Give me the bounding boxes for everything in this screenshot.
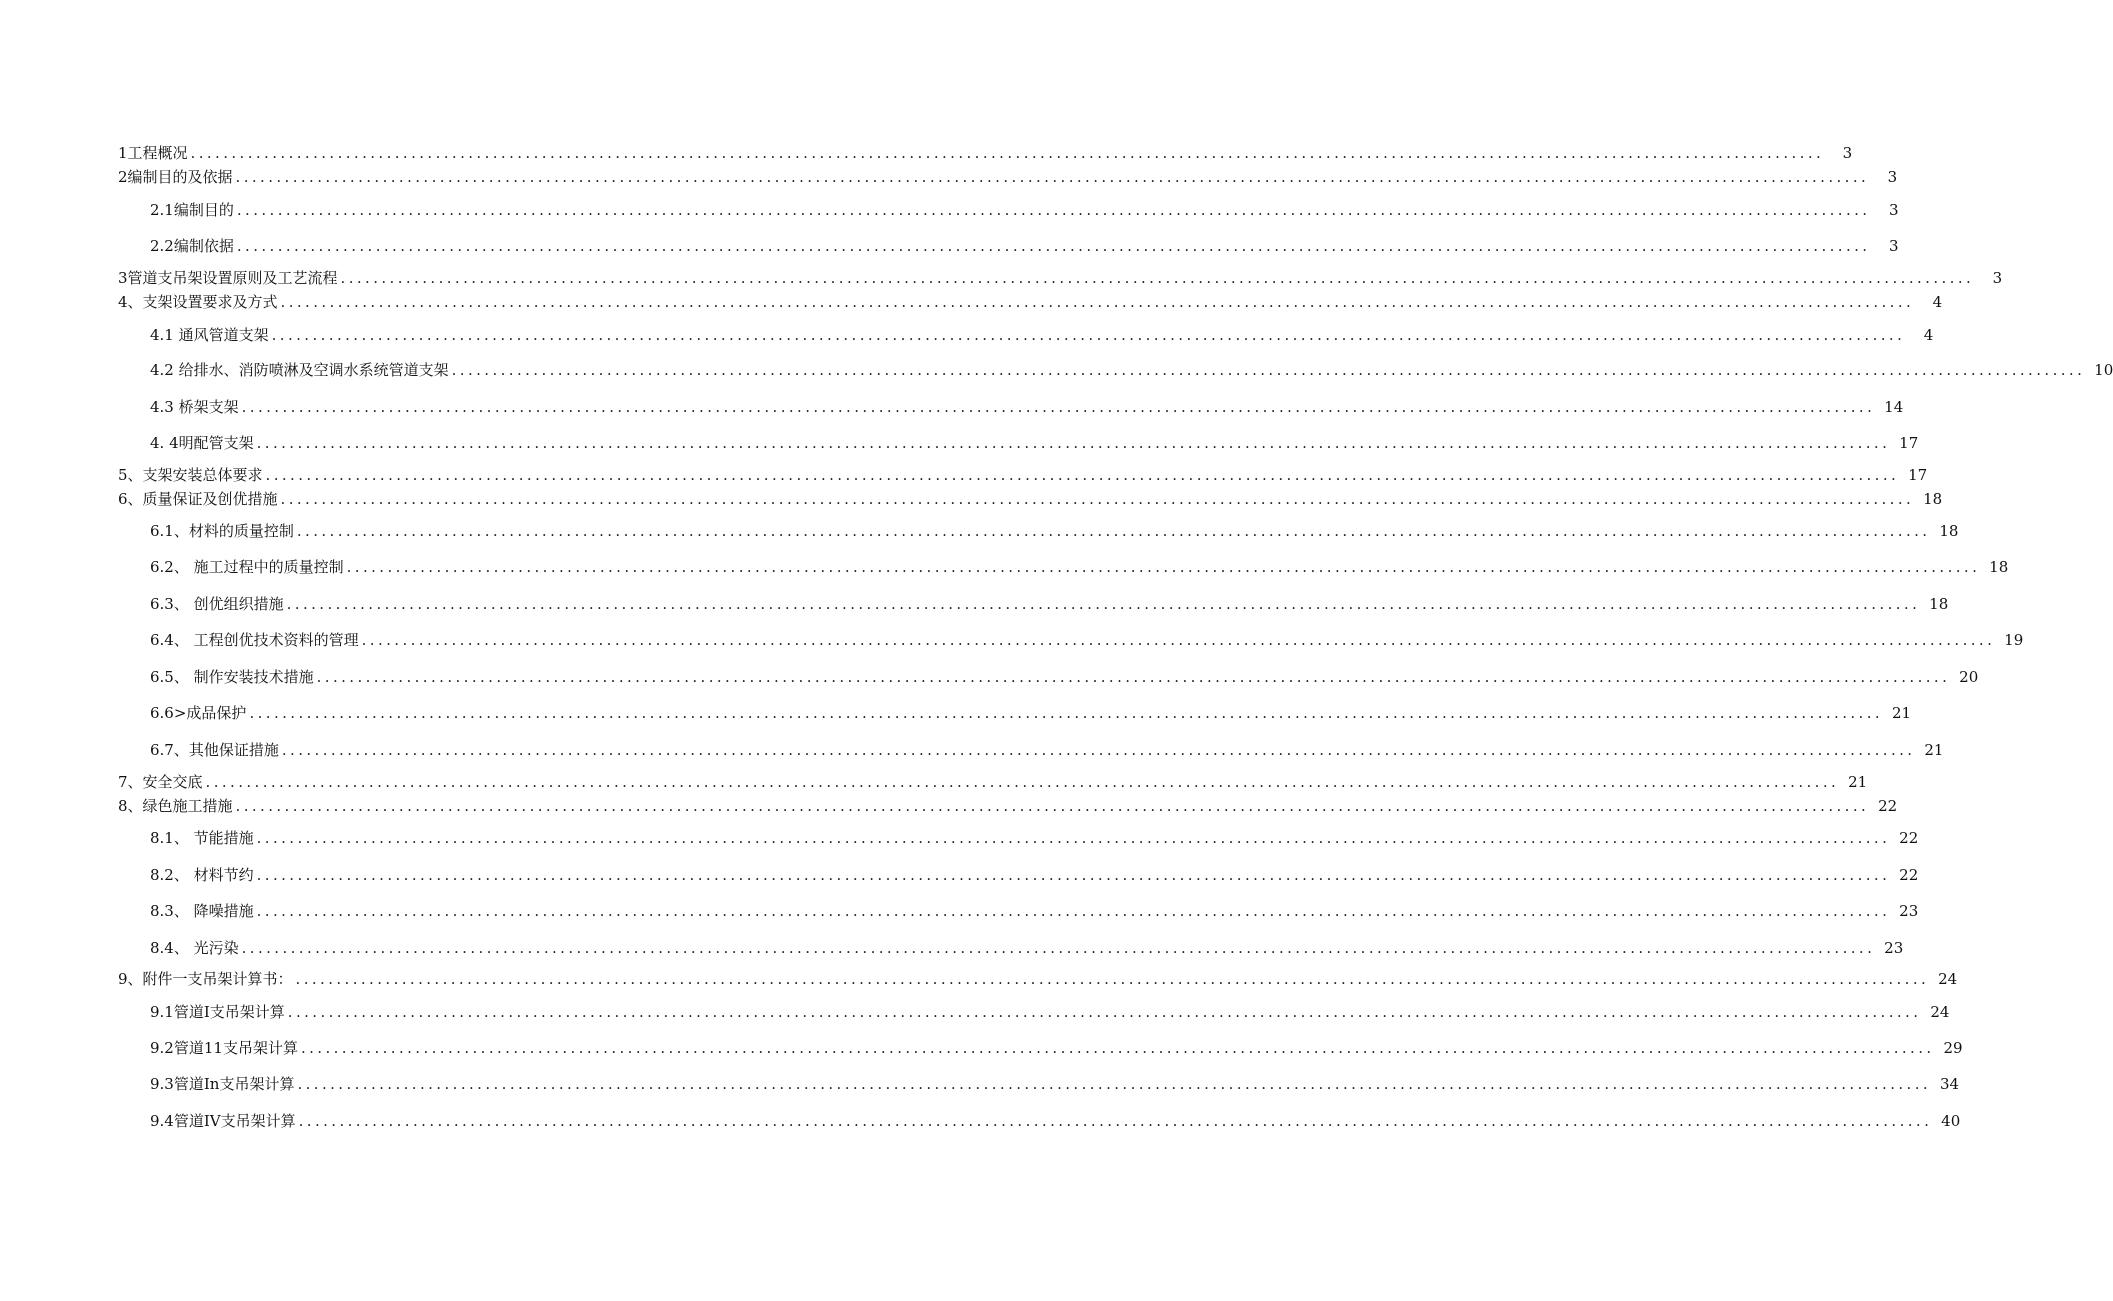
toc-entry-page: 18 — [1929, 595, 1949, 613]
toc-entry[interactable] — [150, 860, 1919, 884]
toc-entry-page: 4 — [1932, 293, 1943, 311]
toc-dot-leader: ........................................................................................................................................................................................................ — [296, 522, 1931, 540]
toc-entry[interactable] — [118, 460, 1928, 484]
toc-dot-leader: ........................................................................................................................................................................................................ — [340, 269, 1975, 287]
toc-dot-leader: ........................................................................................................................................................................................................ — [286, 595, 1921, 613]
toc-dot-leader: ........................................................................................................................................................................................................ — [235, 797, 1870, 815]
toc-entry[interactable] — [150, 625, 2024, 649]
toc-entry[interactable] — [150, 735, 1944, 759]
toc-entry-page: 34 — [1939, 1075, 1960, 1093]
toc-dot-leader: ........................................................................................................................................................................................................ — [280, 293, 1915, 311]
toc-entry-title: 8.2、 材料节约 — [150, 866, 254, 884]
toc-entry[interactable] — [150, 552, 2009, 576]
toc-entry[interactable] — [118, 484, 1943, 508]
toc-entry-title: 6.7、其他保证措施 — [150, 741, 279, 759]
toc-entry[interactable] — [118, 138, 1853, 162]
toc-dot-leader: ........................................................................................................................................................................................................ — [236, 237, 1871, 255]
toc-entry-title: 6、质量保证及创优措施 — [118, 490, 278, 508]
toc-entry-page: 24 — [1930, 1003, 1950, 1021]
toc-entry-title: 9.3管道In支吊架计算 — [150, 1075, 295, 1093]
toc-entry-title: 6.5、 制作安装技术措施 — [150, 668, 314, 686]
toc-entry-title: 4、支架设置要求及方式 — [118, 293, 278, 311]
toc-entry-title: 4.2 给排水、消防喷淋及空调水系统管道支架 — [150, 361, 449, 379]
toc-entry-title: 9.4管道IV支吊架计算 — [150, 1112, 296, 1130]
toc-entry-page: 4 — [1923, 326, 1934, 344]
toc-entry[interactable] — [150, 355, 2113, 379]
toc-entry-page: 21 — [1848, 773, 1868, 791]
toc-dot-leader: ........................................................................................................................................................................................................ — [256, 434, 1891, 452]
toc-dot-leader: ........................................................................................................................................................................................................ — [256, 902, 1891, 920]
toc-dot-leader: ........................................................................................................................................................................................................ — [265, 466, 1900, 484]
toc-entry-title: 8.4、 光污染 — [150, 939, 239, 957]
toc-entry-page: 17 — [1908, 466, 1928, 484]
toc-entry-page: 21 — [1891, 704, 1912, 722]
toc-entry[interactable] — [150, 516, 1959, 540]
toc-dot-leader: ........................................................................................................................................................................................................ — [205, 773, 1840, 791]
toc-entry-title: 9.2管道11支吊架计算 — [150, 1039, 298, 1057]
toc-entry-title: 8.3、 降噪措施 — [150, 902, 254, 920]
toc-dot-leader: ........................................................................................................................................................................................................ — [190, 144, 1825, 162]
toc-entry-page: 3 — [1887, 168, 1898, 186]
toc-entry-page: 3 — [1888, 237, 1899, 255]
toc-entry-page: 14 — [1884, 398, 1904, 416]
toc-entry[interactable] — [150, 320, 1934, 344]
toc-entry[interactable] — [118, 767, 1868, 791]
toc-dot-leader: ........................................................................................................................................................................................................ — [316, 668, 1951, 686]
toc-entry-page: 18 — [1939, 522, 1959, 540]
toc-entry[interactable] — [118, 263, 2003, 287]
toc-entry-title: 1工程概况 — [118, 144, 188, 162]
toc-dot-leader: ........................................................................................................................................................................................................ — [346, 558, 1981, 576]
toc-entry-page: 19 — [2004, 631, 2024, 649]
toc-entry[interactable] — [118, 287, 1943, 311]
toc-entry-page: 18 — [1923, 490, 1943, 508]
toc-entry-title: 3管道支吊架设置原则及工艺流程 — [118, 269, 338, 287]
toc-dot-leader: ........................................................................................................................................................................................................ — [280, 490, 1915, 508]
toc-entry-title: 6.2、 施工过程中的质量控制 — [150, 558, 344, 576]
toc-dot-leader: ........................................................................................................................................................................................................ — [295, 970, 1930, 988]
toc-entry-page: 23 — [1884, 939, 1904, 957]
toc-entry-title: 6.3、 创优组织措施 — [150, 595, 284, 613]
toc-dot-leader: ........................................................................................................................................................................................................ — [298, 1112, 1933, 1130]
toc-entry-page: 22 — [1899, 866, 1919, 884]
toc-entry[interactable] — [150, 997, 1950, 1021]
toc-entry-page: 23 — [1899, 902, 1919, 920]
toc-dot-leader: ........................................................................................................................................................................................................ — [287, 1003, 1922, 1021]
toc-entry[interactable] — [118, 791, 1898, 815]
toc-dot-leader: ........................................................................................................................................................................................................ — [249, 704, 1884, 722]
toc-entry-title: 9、附件一支吊架计算书： — [118, 970, 293, 988]
toc-entry-title: 2编制目的及依据 — [118, 168, 233, 186]
toc-entry-title: 4.1 通风管道支架 — [150, 326, 269, 344]
toc-entry[interactable] — [150, 428, 1919, 452]
toc-entry-title: 8、绿色施工措施 — [118, 797, 233, 815]
toc-entry[interactable] — [150, 662, 1979, 686]
toc-entry[interactable] — [150, 589, 1949, 613]
toc-entry-page: 3 — [1842, 144, 1853, 162]
toc-dot-leader: ........................................................................................................................................................................................................ — [271, 326, 1906, 344]
toc-entry[interactable] — [150, 1033, 1963, 1057]
toc-entry-page: 17 — [1899, 434, 1919, 452]
toc-entry[interactable] — [150, 1069, 1960, 1093]
toc-entry[interactable] — [150, 823, 1919, 847]
toc-dot-leader: ........................................................................................................................................................................................................ — [235, 168, 1870, 186]
toc-dot-leader: ........................................................................................................................................................................................................ — [451, 361, 2086, 379]
toc-entry[interactable] — [150, 896, 1919, 920]
toc-entry-title: 6.6>成品保护 — [150, 704, 247, 722]
toc-entry-title: 4. 4明配管支架 — [150, 434, 254, 452]
toc-entry[interactable] — [150, 195, 1899, 219]
toc-entry-page: 21 — [1924, 741, 1944, 759]
toc-entry-title: 2.2编制依据 — [150, 237, 234, 255]
toc-entry[interactable] — [150, 933, 1904, 957]
toc-entry-page: 3 — [1888, 201, 1899, 219]
toc-dot-leader: ........................................................................................................................................................................................................ — [300, 1039, 1935, 1057]
toc-entry[interactable] — [150, 231, 1899, 255]
toc-dot-leader: ........................................................................................................................................................................................................ — [297, 1075, 1932, 1093]
toc-entry-title: 5、支架安装总体要求 — [118, 466, 263, 484]
toc-entry-page: 20 — [1959, 668, 1979, 686]
toc-entry-title: 6.1、材料的质量控制 — [150, 522, 294, 540]
toc-entry[interactable] — [150, 392, 1904, 416]
toc-entry-page: 24 — [1938, 970, 1958, 988]
toc-entry[interactable] — [150, 1106, 1961, 1130]
toc-entry-title: 8.1、 节能措施 — [150, 829, 254, 847]
toc-entry-page: 40 — [1941, 1112, 1961, 1130]
toc-entry-page: 29 — [1943, 1039, 1963, 1057]
toc-entry-page: 22 — [1878, 797, 1898, 815]
toc-entry-title: 2.1编制目的 — [150, 201, 234, 219]
toc-dot-leader: ........................................................................................................................................................................................................ — [241, 398, 1876, 416]
toc-dot-leader: ........................................................................................................................................................................................................ — [256, 829, 1891, 847]
toc-entry-page: 3 — [1992, 269, 2003, 287]
toc-entry-page: 22 — [1899, 829, 1919, 847]
toc-entry[interactable] — [118, 162, 1898, 186]
toc-dot-leader: ........................................................................................................................................................................................................ — [236, 201, 1871, 219]
toc-entry[interactable] — [118, 964, 1958, 988]
toc-dot-leader: ........................................................................................................................................................................................................ — [361, 631, 1996, 649]
toc-dot-leader: ........................................................................................................................................................................................................ — [281, 741, 1916, 759]
toc-entry-title: 6.4、 工程创优技术资料的管理 — [150, 631, 359, 649]
toc-entry-page: 10 — [2094, 361, 2113, 379]
toc-dot-leader: ........................................................................................................................................................................................................ — [256, 866, 1891, 884]
toc-entry-title: 4.3 桥架支架 — [150, 398, 239, 416]
toc-entry-page: 18 — [1989, 558, 2009, 576]
toc-dot-leader: ........................................................................................................................................................................................................ — [241, 939, 1876, 957]
toc-entry-title: 7、安全交底 — [118, 773, 203, 791]
toc-entry[interactable] — [150, 698, 1912, 722]
toc-entry-title: 9.1管道I支吊架计算 — [150, 1003, 285, 1021]
